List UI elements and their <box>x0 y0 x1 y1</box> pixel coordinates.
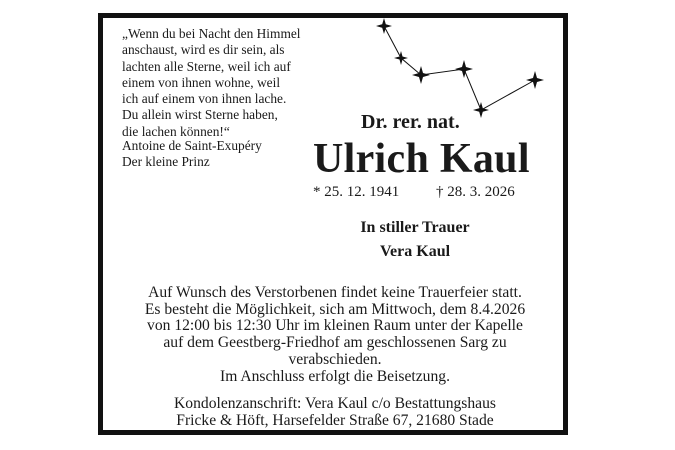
quote-line: lachten alle Sterne, weil ich auf <box>122 58 291 74</box>
star-icon <box>376 18 392 34</box>
notice-line: Im Anschluss erfolgt die Beisetzung. <box>220 367 450 385</box>
notice-line: Auf Wunsch des Verstorbenen findet keine Trauerfeier statt. <box>148 284 522 301</box>
quote-line: anschaust, wird es dir sein, als <box>122 42 285 58</box>
quote-line: ich auf einem von ihnen lache. <box>122 91 287 107</box>
deceased-name: Ulrich Kaul <box>313 136 530 182</box>
notice-line: verabschieden. <box>288 350 382 368</box>
quote-work: Der kleine Prinz <box>122 154 210 170</box>
death-date: † 28. 3. 2026 <box>436 184 515 200</box>
mourner-name: Vera Kaul <box>379 243 451 260</box>
quote-attribution <box>122 138 262 171</box>
quote-line: Du allein wirst Sterne haben, <box>122 107 278 123</box>
birth-date: * 25. 12. 1941 <box>313 184 400 200</box>
quote-line: die lachen können!“ <box>122 123 230 139</box>
quote-line: einem von ihnen wohne, weil <box>122 74 281 90</box>
star-icon <box>394 51 408 65</box>
academic-title: Dr. rer. nat. <box>361 111 460 133</box>
star-icon <box>455 60 473 78</box>
star-icon <box>412 66 430 84</box>
quote-author: Antoine de Saint-Exupéry <box>122 138 262 153</box>
condolence-address <box>110 395 560 429</box>
notice-line: Es besteht die Möglichkeit, sich am Mittwoch, dem 8.4.2026 <box>144 300 526 318</box>
funeral-notice <box>110 285 560 385</box>
contact-line: Fricke & Höft, Harsefelder Straße 67, 21680 Stade <box>176 412 494 429</box>
mourning-heading: In stiller Trauer <box>360 219 470 236</box>
notice-line: von 12:00 bis 12:30 Uhr im kleinen Raum unter der Kapelle <box>147 317 523 335</box>
star-icon <box>526 71 544 89</box>
star-icon <box>473 102 489 118</box>
quote-block <box>122 26 312 140</box>
quote-line: „Wenn du bei Nacht den Himmel <box>122 26 301 41</box>
contact-line: Kondolenzanschrift: Vera Kaul c/o Bestattungshaus <box>174 395 496 412</box>
notice-line: auf dem Geestberg-Friedhof am geschlossenen Sarg zu <box>163 334 507 352</box>
star-constellation-icon <box>370 14 550 124</box>
